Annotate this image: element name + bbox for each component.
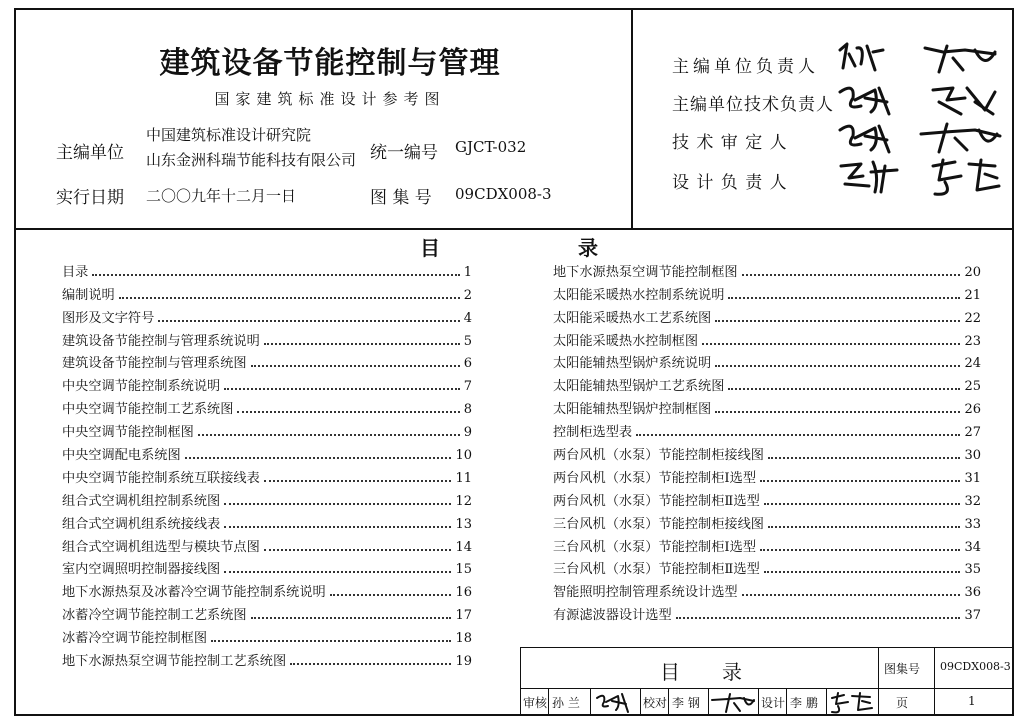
role-design-head: 设 计 负 责 人 bbox=[672, 173, 788, 193]
toc-entry-title: 智能照明控制管理系统设计选型 bbox=[553, 585, 738, 601]
toc-entry[interactable] bbox=[62, 555, 472, 578]
toc-entry-title: 冰蓄冷空调节能控制工艺系统图 bbox=[62, 608, 247, 624]
toc-leader-dots bbox=[264, 343, 460, 345]
title-block-review-divider bbox=[548, 688, 549, 716]
toc-entry-title: 有源滤波器设计选型 bbox=[553, 608, 672, 624]
toc-leader-dots bbox=[330, 594, 452, 596]
toc-entry-page: 9 bbox=[463, 425, 472, 441]
toc-entry[interactable] bbox=[62, 394, 472, 417]
toc-entry-title: 三台风机（水泵）节能控制柜接线图 bbox=[553, 516, 764, 532]
toc-entry-page: 16 bbox=[455, 585, 472, 601]
toc-entry[interactable] bbox=[553, 371, 981, 394]
title-block-review-name: 孙 兰 bbox=[552, 696, 580, 710]
toc-leader-dots bbox=[728, 388, 960, 390]
title-block-design-sign-divider bbox=[826, 688, 827, 716]
title-block-atlas-label: 图集号 bbox=[884, 662, 921, 676]
toc-entry-title: 太阳能采暖热水工艺系统图 bbox=[553, 310, 712, 326]
role-chief-unit-head: 主编单位负责人 bbox=[672, 57, 819, 77]
toc-leader-dots bbox=[251, 365, 460, 367]
toc-entry-title: 两台风机（水泵）节能控制柜Ⅰ选型 bbox=[553, 470, 757, 486]
header-divider-vertical bbox=[631, 8, 633, 230]
toc-entry[interactable] bbox=[62, 257, 472, 280]
toc-entry-title: 太阳能辅热型锅炉系统说明 bbox=[553, 356, 712, 372]
toc-entry-page: 25 bbox=[964, 379, 981, 395]
toc-entry-title: 三台风机（水泵）节能控制柜Ⅰ选型 bbox=[553, 539, 757, 555]
toc-entry[interactable] bbox=[553, 555, 981, 578]
toc-entry-title: 两台风机（水泵）节能控制柜接线图 bbox=[553, 448, 764, 464]
toc-leader-dots bbox=[760, 549, 960, 551]
toc-entry[interactable] bbox=[62, 600, 472, 623]
toc-entry-page: 12 bbox=[455, 493, 472, 509]
title-block-name-a: 目 bbox=[660, 660, 680, 684]
toc-entry[interactable] bbox=[62, 280, 472, 303]
title-block-design-signature bbox=[830, 690, 876, 714]
toc-entry[interactable] bbox=[553, 303, 981, 326]
toc-entry-title: 中央空调节能控制系统说明 bbox=[62, 379, 221, 395]
editor-line-1: 中国建筑标准设计研究院 bbox=[146, 126, 312, 144]
toc-entry[interactable] bbox=[553, 577, 981, 600]
title-block-design-divider bbox=[758, 688, 759, 716]
toc-entry[interactable] bbox=[553, 532, 981, 555]
toc-entry[interactable] bbox=[553, 349, 981, 372]
signature-technical-reviewer bbox=[835, 118, 1005, 158]
toc-entry-title: 中央空调节能控制工艺系统图 bbox=[62, 402, 234, 418]
toc-entry[interactable] bbox=[62, 577, 472, 600]
toc-leader-dots bbox=[224, 503, 451, 505]
toc-leader-dots bbox=[715, 365, 960, 367]
toc-list-left bbox=[62, 257, 472, 669]
toc-leader-dots bbox=[224, 388, 459, 390]
toc-entry-title: 太阳能采暖热水控制框图 bbox=[553, 333, 699, 349]
title-block-check-sign-divider bbox=[708, 688, 709, 716]
toc-entry-page: 36 bbox=[964, 585, 981, 601]
toc-leader-dots bbox=[158, 320, 459, 322]
toc-entry[interactable] bbox=[62, 303, 472, 326]
toc-entry[interactable] bbox=[553, 509, 981, 532]
title-block-review-sign-divider bbox=[590, 688, 591, 716]
toc-heading-left: 目 bbox=[420, 236, 440, 260]
title-block-check-name: 李 钢 bbox=[672, 696, 700, 710]
toc-entry-page: 22 bbox=[964, 310, 981, 326]
title-block-page-number: 1 bbox=[968, 694, 976, 708]
toc-entry-page: 4 bbox=[463, 310, 472, 326]
toc-entry-page: 7 bbox=[463, 379, 472, 395]
toc-leader-dots bbox=[290, 663, 451, 665]
toc-entry[interactable] bbox=[62, 646, 472, 669]
signature-chief-unit-head bbox=[835, 40, 1005, 76]
toc-leader-dots bbox=[264, 549, 452, 551]
toc-entry-title: 地下水源热泵空调节能控制工艺系统图 bbox=[62, 654, 287, 670]
toc-entry-title: 建筑设备节能控制与管理系统说明 bbox=[62, 333, 260, 349]
role-technical-reviewer: 技 术 审 定 人 bbox=[672, 133, 788, 153]
toc-entry[interactable] bbox=[62, 509, 472, 532]
toc-entry[interactable] bbox=[553, 257, 981, 280]
toc-entry-page: 34 bbox=[964, 539, 981, 555]
toc-leader-dots bbox=[264, 480, 452, 482]
toc-entry-page: 35 bbox=[964, 562, 981, 578]
toc-entry-page: 18 bbox=[455, 631, 472, 647]
toc-leader-dots bbox=[224, 526, 451, 528]
toc-entry-title: 冰蓄冷空调节能控制框图 bbox=[62, 631, 208, 647]
toc-entry[interactable] bbox=[553, 463, 981, 486]
toc-entry[interactable] bbox=[553, 440, 981, 463]
toc-entry-title: 中央空调配电系统图 bbox=[62, 448, 181, 464]
toc-entry[interactable] bbox=[553, 486, 981, 509]
toc-entry-title: 组合式空调机组控制系统图 bbox=[62, 493, 221, 509]
toc-entry-page: 6 bbox=[463, 356, 472, 372]
toc-leader-dots bbox=[251, 617, 452, 619]
title-block-check-signature bbox=[710, 690, 756, 714]
title-block-col-divider-2 bbox=[934, 647, 935, 716]
toc-entry-page: 33 bbox=[964, 516, 981, 532]
toc-entry-page: 8 bbox=[463, 402, 472, 418]
title-block-atlas-number: 09CDX008-3 bbox=[940, 660, 1011, 673]
toc-entry-page: 30 bbox=[964, 448, 981, 464]
toc-entry-page: 19 bbox=[455, 654, 472, 670]
toc-leader-dots bbox=[768, 526, 960, 528]
toc-entry-title: 室内空调照明控制器接线图 bbox=[62, 562, 221, 578]
toc-leader-dots bbox=[742, 594, 961, 596]
toc-leader-dots bbox=[119, 297, 460, 299]
role-chief-unit-tech-head: 主编单位技术负责人 bbox=[672, 95, 834, 115]
toc-entry-page: 5 bbox=[463, 333, 472, 349]
toc-leader-dots bbox=[742, 274, 961, 276]
title-block-page-label: 页 bbox=[896, 696, 909, 710]
toc-entry-page: 10 bbox=[455, 448, 472, 464]
toc-entry-page: 21 bbox=[964, 287, 981, 303]
toc-leader-dots bbox=[702, 343, 960, 345]
title-block-name-b: 录 bbox=[722, 660, 742, 684]
toc-entry[interactable] bbox=[553, 600, 981, 623]
toc-entry-title: 中央空调节能控制框图 bbox=[62, 425, 194, 441]
title-block-col-divider-1 bbox=[878, 647, 879, 716]
toc-entry[interactable] bbox=[62, 349, 472, 372]
toc-entry[interactable] bbox=[553, 326, 981, 349]
toc-entry[interactable] bbox=[62, 326, 472, 349]
toc-heading-right: 录 bbox=[578, 236, 598, 260]
toc-list-right bbox=[553, 257, 981, 623]
toc-entry[interactable] bbox=[62, 371, 472, 394]
title-block-review-label: 审核 bbox=[523, 696, 548, 710]
uniform-number: GJCT-032 bbox=[455, 138, 527, 156]
toc-leader-dots bbox=[185, 457, 452, 459]
document-subtitle: 国家建筑标准设计参考图 bbox=[214, 90, 446, 108]
toc-entry-title: 组合式空调机组系统接线表 bbox=[62, 516, 221, 532]
atlas-number-label: 图 集 号 bbox=[370, 188, 432, 208]
toc-entry-title: 两台风机（水泵）节能控制柜Ⅱ选型 bbox=[553, 493, 760, 509]
toc-entry-page: 11 bbox=[455, 470, 472, 486]
toc-entry-title: 目录 bbox=[62, 264, 89, 280]
title-block-review-signature bbox=[594, 690, 638, 714]
toc-leader-dots bbox=[764, 503, 961, 505]
toc-entry-page: 23 bbox=[964, 333, 981, 349]
toc-entry-title: 太阳能采暖热水控制系统说明 bbox=[553, 287, 725, 303]
toc-entry-page: 1 bbox=[463, 264, 472, 280]
toc-entry-page: 15 bbox=[455, 562, 472, 578]
toc-entry-page: 2 bbox=[463, 287, 472, 303]
toc-entry-page: 37 bbox=[964, 608, 981, 624]
toc-entry-title: 太阳能辅热型锅炉控制框图 bbox=[553, 402, 712, 418]
toc-leader-dots bbox=[768, 457, 960, 459]
toc-entry[interactable] bbox=[553, 417, 981, 440]
date-value: 二〇〇九年十二月一日 bbox=[146, 187, 297, 205]
toc-entry-title: 地下水源热泵及冰蓄冷空调节能控制系统说明 bbox=[62, 585, 326, 601]
signature-chief-unit-tech-head bbox=[835, 80, 1005, 120]
toc-leader-dots bbox=[715, 320, 960, 322]
toc-entry[interactable] bbox=[62, 463, 472, 486]
toc-entry[interactable] bbox=[553, 394, 981, 417]
title-block-design-name-divider bbox=[786, 688, 787, 716]
toc-entry[interactable] bbox=[62, 623, 472, 646]
toc-leader-dots bbox=[636, 434, 960, 436]
editor-line-2: 山东金洲科瑞节能科技有限公司 bbox=[146, 151, 357, 169]
toc-leader-dots bbox=[211, 640, 451, 642]
toc-entry-page: 26 bbox=[964, 402, 981, 418]
toc-leader-dots bbox=[92, 274, 459, 276]
toc-entry-page: 31 bbox=[964, 470, 981, 486]
signature-design-head bbox=[835, 156, 1005, 198]
toc-leader-dots bbox=[237, 411, 459, 413]
toc-entry-page: 13 bbox=[455, 516, 472, 532]
title-block-design-name: 李 鹏 bbox=[790, 696, 818, 710]
toc-leader-dots bbox=[676, 617, 961, 619]
title-block-check-label: 校对 bbox=[643, 696, 668, 710]
title-block-check-divider bbox=[640, 688, 641, 716]
toc-entry-title: 三台风机（水泵）节能控制柜Ⅱ选型 bbox=[553, 562, 760, 578]
atlas-number: 09CDX008-3 bbox=[455, 185, 552, 203]
toc-leader-dots bbox=[198, 434, 460, 436]
toc-entry[interactable] bbox=[62, 417, 472, 440]
date-label: 实行日期 bbox=[56, 188, 124, 208]
toc-entry-title: 建筑设备节能控制与管理系统图 bbox=[62, 356, 247, 372]
toc-leader-dots bbox=[764, 571, 961, 573]
toc-entry[interactable] bbox=[62, 440, 472, 463]
toc-leader-dots bbox=[715, 411, 960, 413]
header-divider-horizontal bbox=[14, 228, 1014, 230]
toc-entry-title: 编制说明 bbox=[62, 287, 115, 303]
toc-entry-title: 图形及文字符号 bbox=[62, 310, 155, 326]
toc-entry-page: 24 bbox=[964, 356, 981, 372]
uniform-number-label: 统一编号 bbox=[370, 143, 438, 163]
toc-entry-title: 地下水源热泵空调节能控制框图 bbox=[553, 264, 738, 280]
toc-entry-title: 太阳能辅热型锅炉工艺系统图 bbox=[553, 379, 725, 395]
toc-entry-page: 20 bbox=[964, 264, 981, 280]
editor-label: 主编单位 bbox=[56, 143, 124, 163]
toc-entry[interactable] bbox=[62, 532, 472, 555]
toc-entry[interactable] bbox=[553, 280, 981, 303]
toc-leader-dots bbox=[760, 480, 960, 482]
toc-entry-page: 17 bbox=[455, 608, 472, 624]
toc-entry-page: 32 bbox=[964, 493, 981, 509]
toc-entry[interactable] bbox=[62, 486, 472, 509]
title-block-check-name-divider bbox=[668, 688, 669, 716]
toc-leader-dots bbox=[224, 571, 451, 573]
toc-entry-page: 14 bbox=[455, 539, 472, 555]
title-block-left-border bbox=[520, 647, 521, 716]
toc-leader-dots bbox=[728, 297, 960, 299]
toc-entry-page: 27 bbox=[964, 425, 981, 441]
document-title: 建筑设备节能控制与管理 bbox=[159, 46, 501, 81]
toc-entry-title: 组合式空调机组选型与模块节点图 bbox=[62, 539, 260, 555]
title-block-top-border bbox=[520, 647, 1014, 648]
toc-entry-title: 中央空调节能控制系统互联接线表 bbox=[62, 470, 260, 486]
title-block-mid-border bbox=[520, 688, 1014, 689]
toc-entry-title: 控制柜选型表 bbox=[553, 425, 633, 441]
title-block-design-label: 设计 bbox=[761, 696, 786, 710]
